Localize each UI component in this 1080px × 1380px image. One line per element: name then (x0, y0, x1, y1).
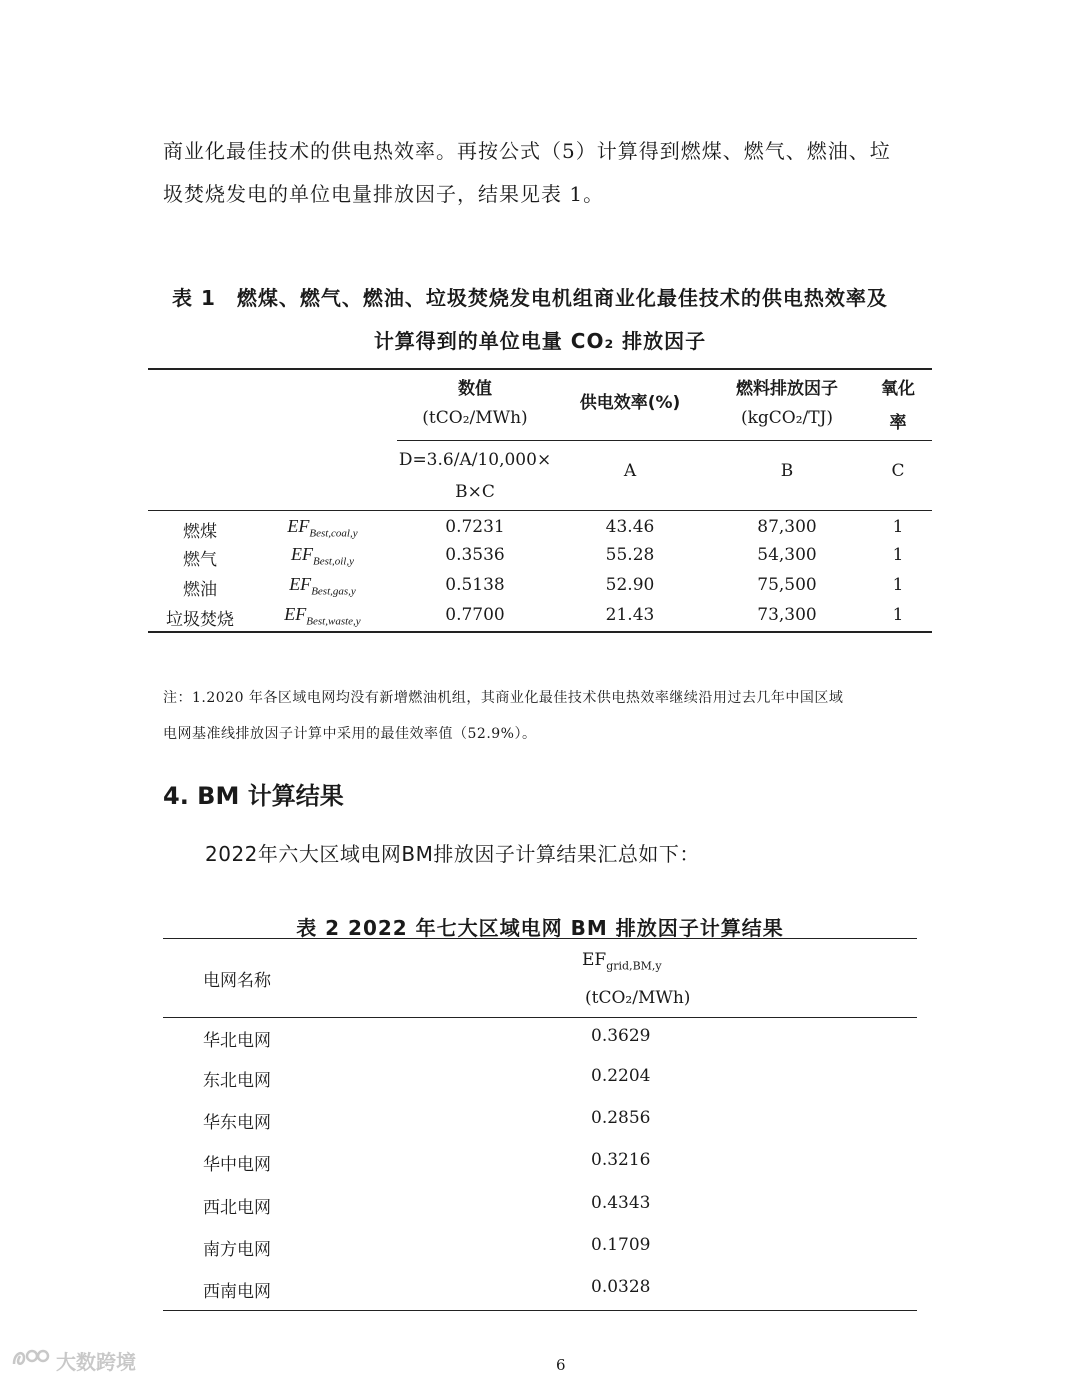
table1-row-oxidation: 1 (892, 575, 904, 595)
table1-row-efficiency: 55.28 (605, 545, 655, 565)
table2-row-value: 0.2204 (591, 1066, 651, 1086)
table1-row-efficiency: 21.43 (605, 605, 655, 625)
intro-line-2: 圾焚烧发电的单位电量排放因子，结果见表 1。 (163, 182, 605, 206)
table1-row-ef: $EF_{Best,waste,y}$ (284, 604, 361, 628)
table2-header-rule (163, 1017, 917, 1018)
table2-row-value: 0.2856 (591, 1108, 651, 1128)
table1-row-name: 垃圾焚烧 (166, 610, 234, 630)
section-heading: 4. BM 计算结果 (163, 782, 344, 810)
table2-top-rule (163, 938, 917, 939)
table1-header-efficiency: 供电效率(%) (579, 393, 681, 413)
table1-top-rule (148, 368, 932, 370)
note-line-2: 电网基准线排放因子计算中采用的最佳效率值（52.9%）。 (163, 726, 537, 742)
section-intro: 2022年六大区域电网BM排放因子计算结果汇总如下： (205, 842, 700, 866)
table1-header-value: 数值 (458, 379, 492, 399)
table1-row-name: 燃煤 (183, 522, 217, 542)
table1-row-value: 0.7231 (445, 517, 505, 537)
table2-title: 表 2 2022 年七大区域电网 BM 排放因子计算结果 (296, 916, 784, 940)
table2-row-value: 0.3216 (591, 1150, 651, 1170)
table1-row-fuel-factor: 75,500 (757, 575, 817, 595)
table2-row-name: 南方电网 (203, 1240, 271, 1260)
table1-bottom-rule (148, 631, 932, 633)
table1-header-rule (397, 440, 932, 441)
table1-formula-d-1: D=3.6/A/10,000× (398, 450, 552, 470)
table1-formula-a: A (623, 461, 637, 481)
table1-formula-c: C (891, 461, 905, 481)
table1-row-value: 0.3536 (445, 545, 505, 565)
table1-row-name: 燃油 (183, 580, 217, 600)
table2-header-grid-name: 电网名称 (203, 971, 271, 991)
table1-row-fuel-factor: 87,300 (757, 517, 817, 537)
table1-formula-b: B (780, 461, 794, 481)
table1-header-fuel-factor: 燃料排放因子 (736, 379, 838, 399)
table1-header-fuel-factor-unit: (kgCO₂/TJ) (740, 408, 834, 428)
watermark (10, 1344, 136, 1376)
table1-row-oxidation: 1 (892, 605, 904, 625)
watermark-text: 大数跨境 (56, 1349, 136, 1374)
intro-line-1: 商业化最佳技术的供电热效率。再按公式（5）计算得到燃煤、燃气、燃油、垃 (163, 139, 891, 163)
table2-row-name: 华北电网 (203, 1031, 271, 1051)
table2-row-name: 西南电网 (203, 1282, 271, 1302)
table1-row-ef: $EF_{Best,coal,y}$ (287, 516, 358, 540)
table2-row-value: 0.3629 (591, 1026, 651, 1046)
table2-row-name: 华东电网 (203, 1113, 271, 1133)
table2-row-value: 0.4343 (591, 1193, 651, 1213)
table1-row-ef: $EF_{Best,oil,y}$ (291, 544, 354, 568)
table1-header-oxidation-2: 率 (889, 413, 907, 433)
table2-row-name: 西北电网 (203, 1198, 271, 1218)
table1-header-oxidation-1: 氧化 (881, 379, 915, 399)
note-line-1: 注：1.2020 年各区域电网均没有新增燃油机组，其商业化最佳技术供电热效率继续沿用过去几年中国区域 (163, 690, 844, 706)
page-number: 6 (556, 1356, 566, 1374)
table2-bottom-rule (163, 1310, 917, 1311)
watermark-logo-icon (10, 1344, 50, 1376)
table2-row-name: 东北电网 (203, 1071, 271, 1091)
table1-formula-rule (148, 510, 932, 511)
table1-row-fuel-factor: 73,300 (757, 605, 817, 625)
table2-row-value: 0.0328 (591, 1277, 651, 1297)
table1-row-value: 0.7700 (445, 605, 505, 625)
table1-row-fuel-factor: 54,300 (757, 545, 817, 565)
table2-row-value: 0.1709 (591, 1235, 651, 1255)
table1-row-efficiency: 52.90 (605, 575, 655, 595)
table2-header-ef: $EF_{grid,BM,y}$ (582, 950, 662, 973)
table1-row-name: 燃气 (183, 550, 217, 570)
table1-title-line-2: 计算得到的单位电量 CO₂ 排放因子 (373, 329, 707, 353)
table1-title-line-1: 表 1 燃煤、燃气、燃油、垃圾焚烧发电机组商业化最佳技术的供电热效率及 (172, 286, 888, 310)
table1-row-oxidation: 1 (892, 517, 904, 537)
table1-row-oxidation: 1 (892, 545, 904, 565)
table1-header-value-unit: (tCO₂/MWh) (422, 408, 528, 428)
table2-header-unit: (tCO₂/MWh) (585, 988, 691, 1008)
table1-formula-d-2: B×C (455, 482, 495, 502)
table1-row-efficiency: 43.46 (605, 517, 655, 537)
table2-row-name: 华中电网 (203, 1155, 271, 1175)
table1-row-value: 0.5138 (445, 575, 505, 595)
table1-row-ef: $EF_{Best,gas,y}$ (289, 574, 356, 598)
